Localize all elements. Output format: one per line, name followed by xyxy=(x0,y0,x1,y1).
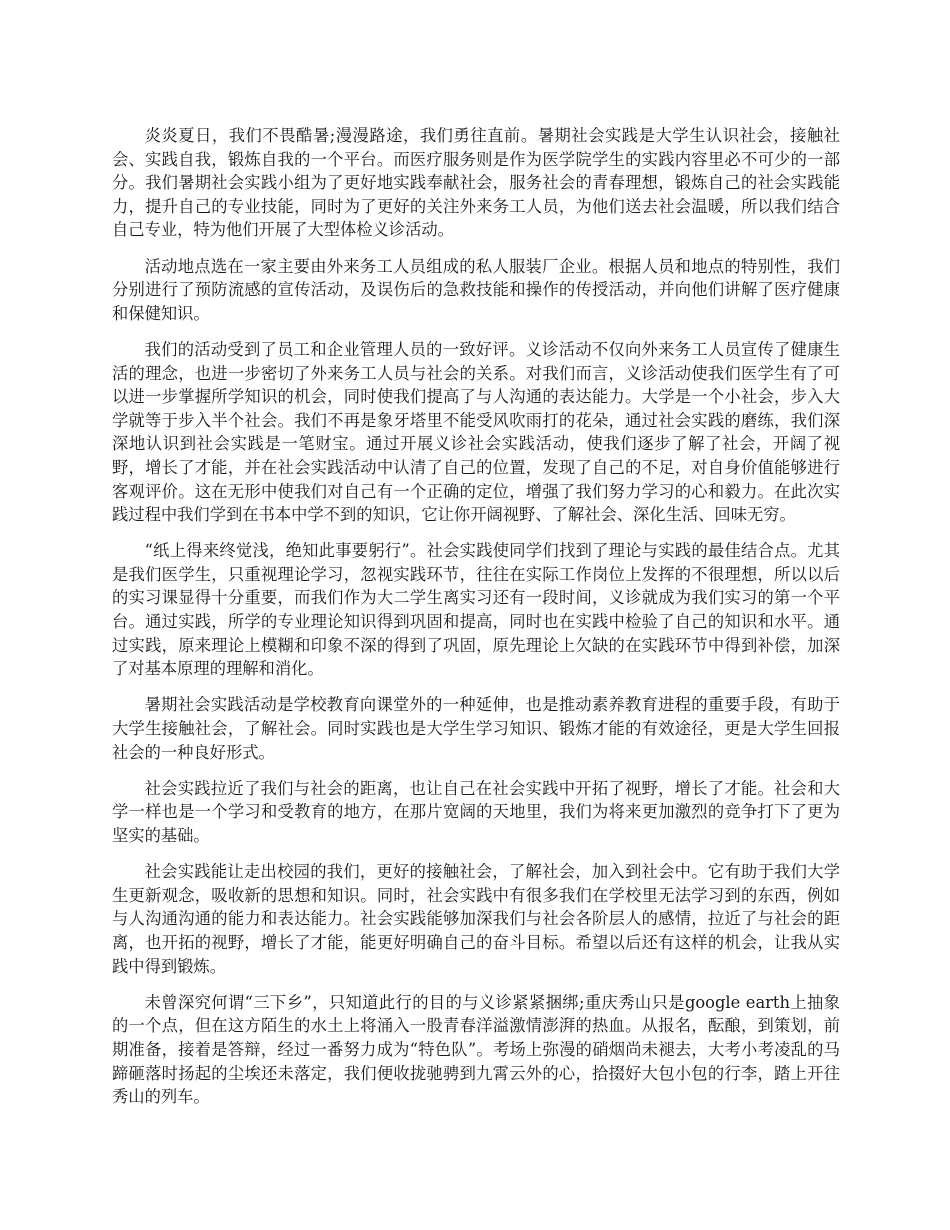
paragraph-7: 社会实践能让走出校园的我们，更好的接触社会，了解社会，加入到社会中。它有助于我们大学生更新观念，吸收新的思想和知识。同时，社会实践中有很多我们在学校里无法学习到的东西，例如与人沟通沟通的能力和表达能力。社会实践能够加深我们与社会各阶层人的感情，拉近了与社会的距离，也开拓的视野，增长了才能，能更好明确自己的奋斗目标。希望以后还有这样的机会，让我从实践中得到锻炼。 xyxy=(112,862,840,976)
paragraph-6: 社会实践拉近了我们与社会的距离，也让自己在社会实践中开拓了视野，增长了才能。社会和大学一样也是一个学习和受教育的地方，在那片宽阔的天地里，我们为将来更加激烈的竞争打下了更为坚实的基础。 xyxy=(112,778,840,845)
document-body xyxy=(112,124,840,1121)
paragraph-4: “纸上得来终觉浅，绝知此事要躬行”。社会实践使同学们找到了理论与实践的最佳结合点。尤其是我们医学生，只重视理论学习，忽视实践环节，往往在实际工作岗位上发挥的不很理想，所以以后的实习课显得十分重要，而我们作为大二学生离实习还有一段时间，义诊就成为我们实习的第一个平台。通过实践，所学的专业理论知识得到巩固和提高，同时也在实践中检验了自己的知识和水平。通过实践，原来理论上模糊和印象不深的得到了巩固，原先理论上欠缺的在实践环节中得到补偿，加深了对基本原理的理解和消化。 xyxy=(112,541,840,679)
paragraph-1: 炎炎夏日，我们不畏酷暑;漫漫路途，我们勇往直前。暑期社会实践是大学生认识社会，接触社会、实践自我，锻炼自我的一个平台。而医疗服务则是作为医学院学生的实践内容里必不可少的一部分。我们暑期社会实践小组为了更好地实践奉献社会，服务社会的青春理想，锻炼自己的社会实践能力，提升自己的专业技能，同时为了更好的关注外来务工人员，为他们送去社会温暖，所以我们结合自己专业，特为他们开展了大型体检义诊活动。 xyxy=(112,126,840,240)
paragraph-3: 我们的活动受到了员工和企业管理人员的一致好评。义诊活动不仅向外来务工人员宣传了健康生活的理念，也进一步密切了外来务工人员与社会的关系。对我们而言，义诊活动使我们医学生有了可以进一步掌握所学知识的机会，同时使我们提高了与人沟通的表达能力。大学是一个小社会，步入大学就等于步入半个社会。我们不再是象牙塔里不能受风吹雨打的花朵，通过社会实践的磨练，我们深深地认识到社会实践是一笔财宝。通过开展义诊社会实践活动，使我们逐步了解了社会，开阔了视野，增长了才能，并在社会实践活动中认清了自己的位置，发现了自己的不足，对自身价值能够进行客观评价。这在无形中使我们对自己有一个正确的定位，增强了我们努力学习的心和毅力。在此次实践过程中我们学到在书本中学不到的知识，它让你开阔视野、了解社会、深化生活、回味无穷。 xyxy=(112,339,840,525)
paragraph-5: 暑期社会实践活动是学校教育向课堂外的一种延伸，也是推动素养教育进程的重要手段，有助于大学生接触社会，了解社会。同时实践也是大学生学习知识、锻炼才能的有效途径，更是大学生回报社会的一种良好形式。 xyxy=(112,695,840,762)
paragraph-8: 未曾深究何谓“三下乡”，只知道此行的目的与义诊紧紧捆绑;重庆秀山只是google earth上抽象的一个点，但在这方陌生的水土上将涌入一股青春洋溢激情澎湃的热血。从报名，酝酿，到策划，前期准备，接着是答辩，经过一番努力成为“特色队”。考场上弥漫的硝烟尚未褪去，大考小考凌乱的马蹄砸落时扬起的尘埃还未落定，我们便收拢驰骋到九霄云外的心，拾掇好大包小包的行李，踏上开往秀山的列车。 xyxy=(112,992,840,1107)
paragraph-2: 活动地点选在一家主要由外来务工人员组成的私人服装厂企业。根据人员和地点的特别性，我们分别进行了预防流感的宣传活动，及误伤后的急救技能和操作的传授活动，并向他们讲解了医疗健康和保健知识。 xyxy=(112,256,840,323)
